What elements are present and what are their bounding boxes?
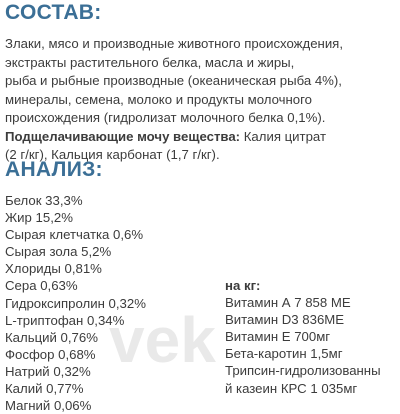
analysis-heading: АНАЛИЗ: (5, 158, 103, 181)
per-kg-item: Трипсин-гидролизованны (225, 363, 381, 379)
per-kg-item: Витамин Е 700мг (225, 329, 331, 345)
acidifying-value-part2: (2 г/кг), Кальция карбонат (1,7 г/кг). (5, 147, 220, 162)
composition-heading: СОСТАВ: (5, 1, 102, 24)
analysis-item: Сырая зола 5,2% (5, 244, 112, 260)
acidifying-line (5, 128, 397, 147)
composition-text (5, 35, 397, 165)
analysis-item: Хлориды 0,81% (5, 261, 102, 277)
per-kg-item: Витамин А 7 858 МЕ (225, 295, 351, 311)
per-kg-list (225, 277, 381, 397)
analysis-item: Жир 15,2% (5, 210, 73, 226)
analysis-item: Натрий 0,32% (5, 363, 91, 379)
composition-line: рыба и рыбные производные (океаническая рыба 4%), (5, 73, 342, 88)
analysis-list (5, 192, 146, 414)
composition-line: минералы, семена, молоко и продукты молочного (5, 91, 312, 107)
composition-line: происхождения (гидролизат молочного белка 0,1%). (5, 110, 326, 125)
analysis-item: Белок 33,3% (5, 193, 83, 208)
analysis-item: Калий 0,77% (5, 381, 84, 397)
per-kg-item: Витамин D3 836МЕ (225, 312, 345, 328)
analysis-item: L-триптофан 0,34% (5, 312, 125, 328)
analysis-item: Сырая клетчатка 0,6% (5, 227, 144, 243)
analysis-item: Магний 0,06% (5, 398, 92, 414)
watermark-text: vek (109, 304, 216, 376)
analysis-item: Кальций 0,76% (5, 329, 98, 345)
analysis-item: Гидроксипролин 0,32% (5, 295, 146, 311)
analysis-item: Сера 0,63% (5, 278, 78, 294)
composition-line: Злаки, мясо и производные животного происхождения, (5, 36, 343, 51)
per-kg-item: й казеин КРС 1 035мг (225, 380, 358, 396)
composition-line: экстракты растительного белка, масла и жиры, (5, 54, 295, 70)
analysis-item: Фосфор 0,68% (5, 346, 96, 362)
per-kg-item: Бета-каротин 1,5мг (225, 346, 343, 362)
per-kg-heading: на кг: (225, 278, 261, 293)
acidifying-value-part1: Калия цитрат (240, 128, 327, 144)
acidifying-label: Подщелачивающие мочу вещества: (5, 128, 241, 144)
